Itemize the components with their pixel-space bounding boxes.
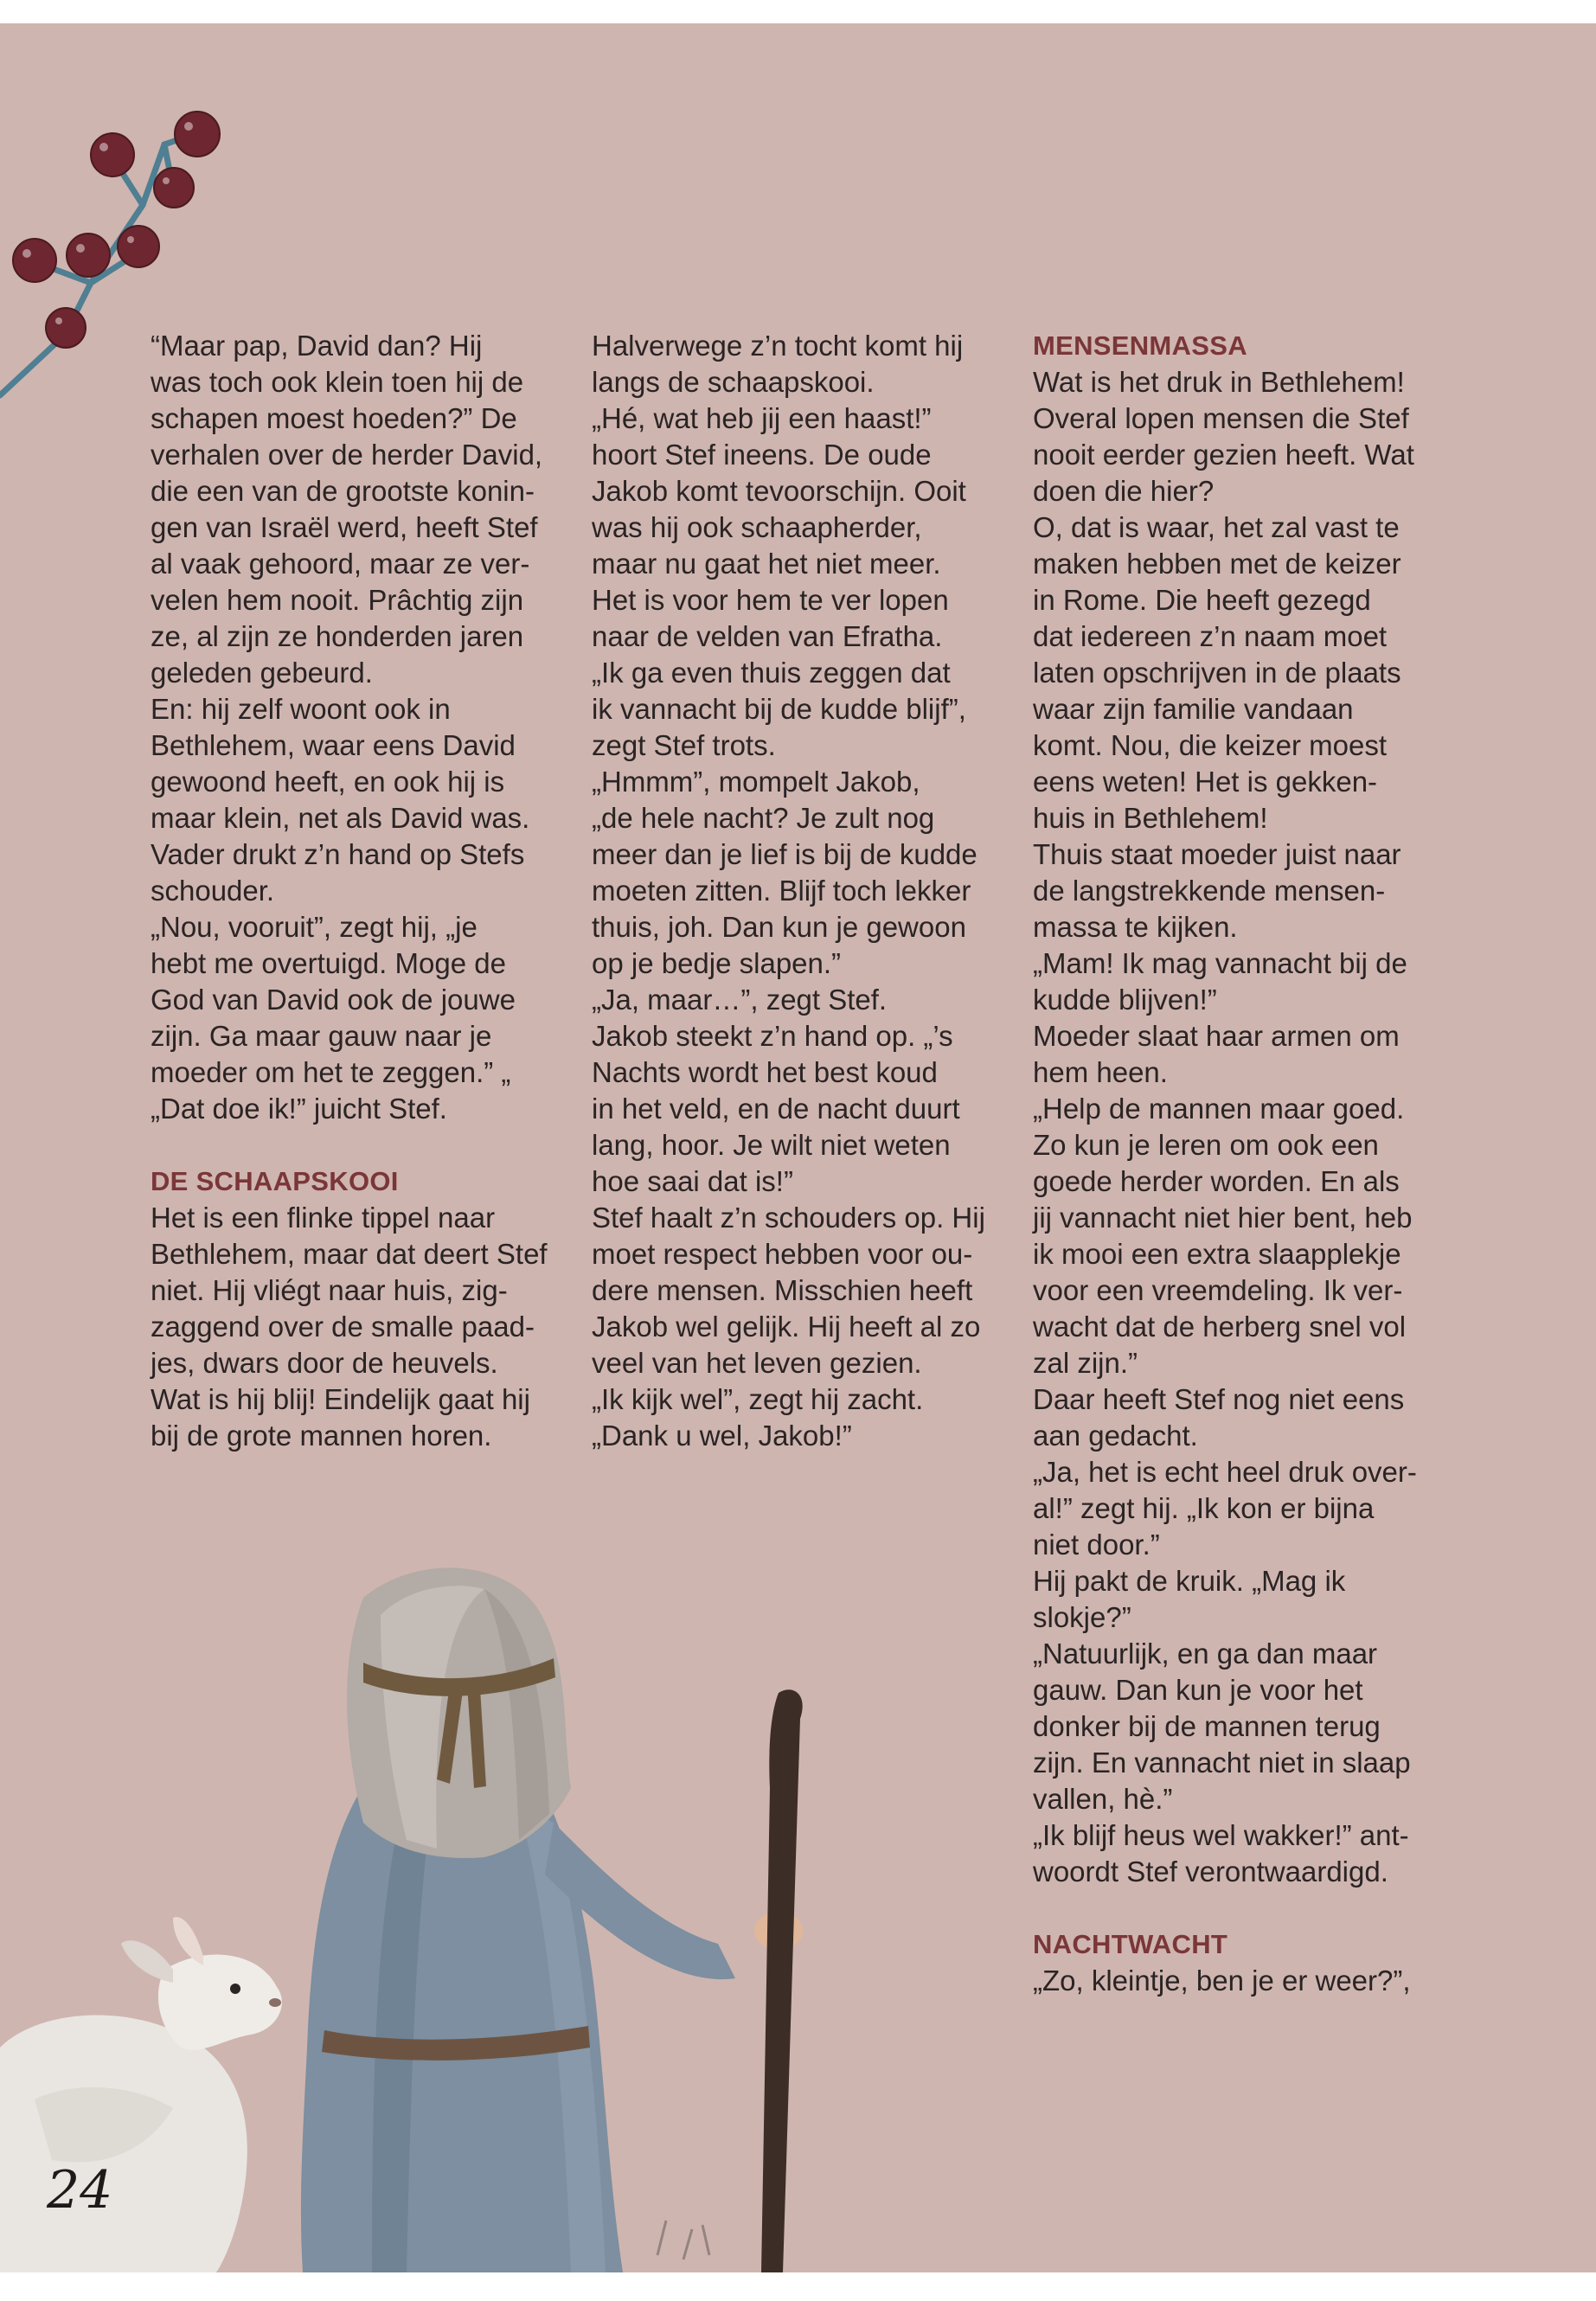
paragraph: „Zo, kleintje, ben je er weer?”, [1033, 1965, 1411, 1997]
paragraph: Halverwege z’n tocht komt hij langs de schaapskooi. „Hé, wat heb jij een haast!” hoort Stef ineens. De oude Jakob komt tevoorschijn. Ooit was hij ook schaapherder, maar nu gaat het niet meer. Het is voor hem te ver lopen naar de velden van Efratha. „Ik ga even thuis zeggen dat ik vannacht bij de kudde blijf”, zegt Stef trots. „Hmmm”, mompelt Jakob, „de hele nacht? Je zult nog meer dan je lief is bij de kudde moeten zitten. Blijf toch lekker thuis, joh. Dan kun je gewoon op je bedje slapen.” „Ja, maar…”, zegt Stef. Jakob steekt z’n hand op. „’s Nachts wordt het best koud in het veld, en de nacht duurt lang, hoor. Je wilt niet weten hoe saai dat is!” Stef haalt z’n schouders op. Hij moet respect hebben voor ou- dere mensen. Misschien heeft Jakob wel gelijk. Hij heeft al zo veel van het leven gezien. „Ik kijk wel”, zegt hij zacht. „Dank u wel, Jakob!” [592, 330, 985, 1452]
paragraph: “Maar pap, David dan? Hij was toch ook klein toen hij de schapen moest hoeden?” De verhalen over de herder David, die een van de grootste konin- gen van Israël werd, heeft Stef al vaak gehoord, maar ze ver- velen hem nooit. Prâchtig zijn ze, al zijn ze honderden jaren geleden gebeurd. En: hij zelf woont ook in Bethlehem, waar eens David gewoond heeft, en ook hij is maar klein, net als David was. Vader drukt z’n hand op Stefs schouder. „Nou, vooruit”, zegt hij, „je hebt me overtuigd. Moge de God van David ook de jouwe zijn. Ga maar gauw naar je moeder om het te zeggen.” „ „Dat doe ik!” juicht Stef. [151, 330, 543, 1125]
text-column-3 [1033, 328, 1465, 1999]
page-number: 24 [47, 2160, 113, 2221]
shepherd-with-lamb-icon [0, 1563, 865, 2272]
text-column-1 [151, 328, 583, 1454]
section-heading-mensenmassa: MENSENMASSA [1033, 330, 1247, 361]
paragraph: Het is een flinke tippel naar Bethlehem, maar dat deert Stef niet. Hij vliégt naar huis, zig- zaggend over de smalle paad- jes, dwars door de heuvels. Wat is hij blij! Eindelijk gaat hij bij de grote mannen horen. [151, 1202, 548, 1452]
text-column-2 [592, 328, 1024, 1454]
magazine-page [0, 23, 1596, 2272]
section-heading-nachtwacht: NACHTWACHT [1033, 1929, 1228, 1959]
section-heading-schaapskooi: DE SCHAAPSKOOI [151, 1166, 399, 1196]
paragraph: Wat is het druk in Bethlehem! Overal lopen mensen die Stef nooit eerder gezien heeft. Wat doen die hier? O, dat is waar, het zal vast te maken hebben met de keizer in Rome. Die heeft gezegd dat iedereen z’n naam moet laten opschrijven in de plaats waar zijn familie vandaan komt. Nou, die keizer moest eens weten! Het is gekken- huis in Bethlehem! Thuis staat moeder juist naar de langstrekkende mensen- massa te kijken. „Mam! Ik mag vannacht bij de kudde blijven!” Moeder slaat haar armen om hem heen. „Help de mannen maar goed. Zo kun je leren om ook een goede herder worden. En als jij vannacht niet hier bent, heb ik mooi een extra slaapplekje voor een vreemdeling. Ik ver- wacht dat de herberg snel vol zal zijn.” Daar heeft Stef nog niet eens aan gedacht. „Ja, het is echt heel druk over- al!” zegt hij. „Ik kon er bijna niet door.” Hij pakt de kruik. „Mag ik slokje?” „Natuurlijk, en ga dan maar gauw. Dan kun je voor het donker bij de mannen terug zijn. En vannacht niet in slaap vallen, hè.” „Ik blijf heus wel wakker!” ant- woordt Stef verontwaardigd. [1033, 366, 1417, 1888]
